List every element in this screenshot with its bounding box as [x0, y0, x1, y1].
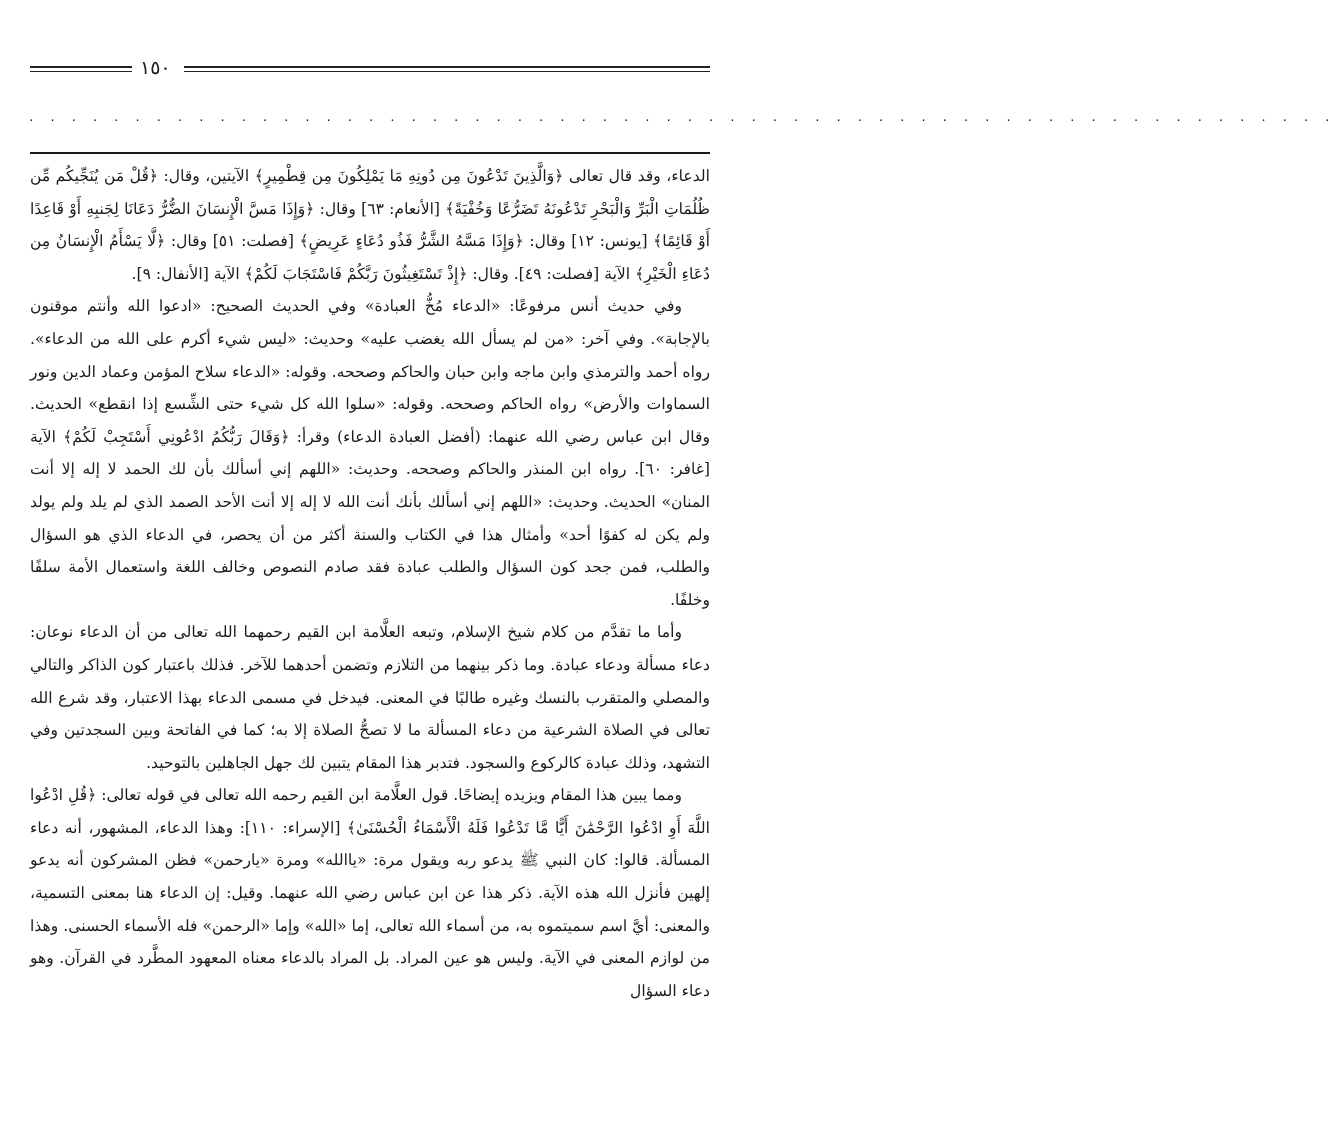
paragraph: ومما يبين هذا المقام ويزيده إيضاحًا. قول العلَّامة ابن القيم رحمه الله تعالى في قوله تعالى: ﴿قُلِ ادْعُوا اللَّهَ أَوِ ادْعُوا الرَّحْمَٰنَ أَيًّا مَّا تَدْعُوا فَلَهُ الْأَسْمَاءُ الْحُسْنَىٰ﴾ [الإسراء: ١١٠]: وهذا الدعاء، المشهور، أنه دعاء المسألة. قالوا: كان النبي ﷺ يدعو ربه ويقول مرة: «ياالله» ومرة «يارحمن» فظن المشركون أنه يدعو إلهين فأنزل الله هذه الآية. ذكر هذا عن ابن عباس رضي الله عنهما. وقيل: إن الدعاء هنا بمعنى التسمية، والمعنى: أيَّ اسم سميتموه به، من أسماء الله تعالى، إما «الله» وإما «الرحمن» فله الأسماء الحسنى. وهذا من لوازم المعنى في الآية. وليس هو عين المراد. بل المراد بالدعاء معناه المعهود المطَّرد في القرآن. وهو دعاء السؤال: [30, 786, 710, 1000]
paragraph: وفي حديث أنس مرفوعًا: «الدعاء مُخُّ العبادة» وفي الحديث الصحيح: «ادعوا الله وأنتم موقنون بالإجابة». وفي آخر: «من لم يسأل الله يغضب عليه» وحديث: «ليس شيء أكرم على الله من الدعاء». رواه أحمد والترمذي وابن ماجه وابن حبان والحاكم وصححه. وقوله: «الدعاء سلاح المؤمن وعماد الدين ونور السماوات والأرض» رواه الحاكم وصححه. وقوله: «سلوا الله كل شيء حتى الشِّسع إذا انقطع» الحديث. وقال ابن عباس رضي الله عنهما: (أفضل العبادة الدعاء) وقرأ: ﴿وَقَالَ رَبُّكُمُ ادْعُونِي أَسْتَجِبْ لَكُمْ﴾ الآية [غافر: ٦٠]. رواه ابن المنذر والحاكم وصححه. وحديث: «اللهم إني أسألك بأن لك الحمد لا إله إلا أنت المنان» الحديث. وحديث: «اللهم إني أسألك بأنك أنت الله لا إله إلا أنت الأحد الصمد الذي لم يلد ولم يولد ولم يكن له كفوًا أحد» وأمثال هذا في الكتاب والسنة أكثر من أن يحصر، في الدعاء الذي هو السؤال والطلب، فمن جحد كون السؤال والطلب عبادة فقد صادم النصوص وخالف اللغة واستعمال الأمة سلفًا وخلفًا.: [30, 297, 710, 609]
header-rule: [184, 66, 710, 68]
body-text: [30, 160, 710, 1007]
header-rule-left-thin: [30, 71, 132, 72]
page-number: ١٥٠: [140, 57, 171, 79]
paragraph: الدعاء، وقد قال تعالى ﴿وَالَّذِينَ تَدْعُونَ مِن دُونِهِ مَا يَمْلِكُونَ مِن قِطْمِيرٍ﴾ الآيتين، وقال: ﴿قُلْ مَن يُنَجِّيكُم مِّن ظُلُمَاتِ الْبَرِّ وَالْبَحْرِ تَدْعُونَهُ تَضَرُّعًا وَخُفْيَةً﴾ [الأنعام: ٦٣] وقال: ﴿وَإِذَا مَسَّ الْإِنسَانَ الضُّرُّ دَعَانَا لِجَنبِهِ أَوْ قَاعِدًا أَوْ قَائِمًا﴾ [يونس: ١٢] وقال: ﴿وَإِذَا مَسَّهُ الشَّرُّ فَذُو دُعَاءٍ عَرِيضٍ﴾ [فصلت: ٥١] وقال: ﴿لَّا يَسْأَمُ الْإِنسَانُ مِن دُعَاءِ الْخَيْرِ﴾ الآية [فصلت: ٤٩]. وقال: ﴿إِذْ تَسْتَغِيثُونَ رَبَّكُمْ فَاسْتَجَابَ لَكُمْ﴾ الآية [الأنفال: ٩].: [30, 167, 711, 283]
header-rule-thin: [184, 71, 710, 72]
paragraph: وأما ما تقدَّم من كلام شيخ الإسلام، وتبعه العلَّامة ابن القيم رحمهما الله تعالى من أن الدعاء نوعان: دعاء مسألة ودعاء عبادة. وما ذكر بينهما من التلازم وتضمن أحدهما للآخر. فذلك باعتبار كون الذاكر والتالي والمصلي والمتقرب بالنسك وغيره طالبًا في المعنى. فيدخل في مسمى الدعاء بهذا الاعتبار، وقد شرع الله تعالى في الصلاة الشرعية من دعاء المسألة ما لا تصحُّ الصلاة إلا به؛ كما في الفاتحة وبين السجدتين وفي التشهد، وذلك عبادة كالركوع والسجود. فتدبر هذا المقام يتبين لك جهل الجاهلين بالتوحيد.: [30, 623, 710, 772]
dotted-separator: . . . . . . . . . . . . . . . . . . . . . . . . . . . . . . . . . . . . . . . . . . . . . . . . . . . . . . . . . . . . . .: [28, 111, 1335, 124]
header-rule-left: [30, 66, 132, 68]
text-rule: [30, 152, 710, 154]
